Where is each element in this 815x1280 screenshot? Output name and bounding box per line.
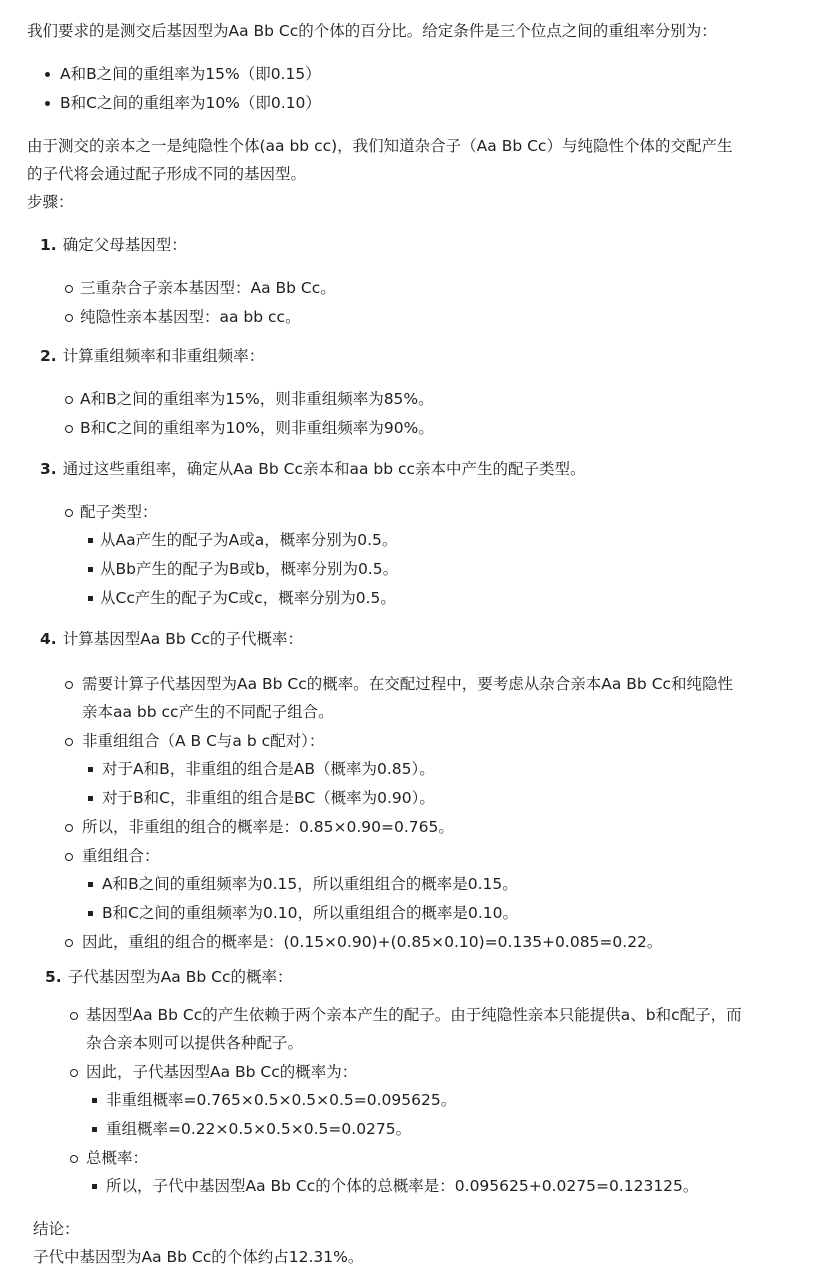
sub-list-item: 从Aa产生的配子为A或a，概率分别为0.5。 bbox=[100, 531, 398, 549]
step-number: 4. bbox=[40, 630, 57, 648]
square-bullet-icon bbox=[88, 882, 93, 887]
list-item: B和C之间的重组率为10%，则非重组频率为90%。 bbox=[80, 419, 434, 437]
circle-bullet-icon bbox=[65, 314, 73, 322]
sub-list-item: B和C之间的重组频率为0.10，所以重组组合的概率是0.10。 bbox=[102, 904, 518, 922]
square-bullet-icon bbox=[92, 1184, 97, 1189]
list-item: A和B之间的重组率为15%，则非重组频率为85%。 bbox=[80, 390, 434, 408]
list-item: 重组组合： bbox=[82, 847, 160, 865]
sub-list-item: 从Bb产生的配子为B或b，概率分别为0.5。 bbox=[100, 560, 399, 578]
circle-bullet-icon bbox=[65, 509, 73, 517]
square-bullet-icon bbox=[88, 538, 93, 543]
circle-bullet-icon bbox=[65, 285, 73, 293]
sub-list-item: A和B之间的重组频率为0.15，所以重组组合的概率是0.15。 bbox=[102, 875, 518, 893]
conclusion-text: 子代中基因型为Aa Bb Cc的个体约占12.31%。 bbox=[33, 1248, 364, 1266]
square-bullet-icon bbox=[88, 767, 93, 772]
conclusion-label: 结论： bbox=[33, 1220, 80, 1238]
list-item: 所以，非重组的组合的概率是：0.85×0.90=0.765。 bbox=[82, 818, 454, 836]
step-4-title bbox=[40, 630, 303, 649]
circle-bullet-icon bbox=[70, 1012, 78, 1020]
step-title-text: 计算基因型Aa Bb Cc的子代概率： bbox=[62, 630, 303, 648]
square-bullet-icon bbox=[92, 1127, 97, 1132]
sub-list-item: 非重组概率=0.765×0.5×0.5×0.5=0.095625。 bbox=[106, 1091, 457, 1109]
step-number: 2. bbox=[40, 347, 57, 365]
sub-list-item: 所以，子代中基因型Aa Bb Cc的个体的总概率是：0.095625+0.0275=0.123125。 bbox=[106, 1177, 699, 1195]
list-item: 纯隐性亲本基因型：aa bb cc。 bbox=[80, 308, 301, 326]
list-item: 基因型Aa Bb Cc的产生依赖于两个亲本产生的配子。由于纯隐性亲本只能提供a、b和c配子，而 bbox=[86, 1006, 742, 1024]
list-item: 需要计算子代基因型为Aa Bb Cc的概率。在交配过程中，要考虑从杂合亲本Aa Bb Cc和纯隐性 bbox=[82, 675, 734, 693]
step-title-text: 计算重组频率和非重组频率： bbox=[62, 347, 265, 365]
explanation-line: 的子代将会通过配子形成不同的基因型。 bbox=[27, 165, 307, 183]
step-2-title bbox=[40, 347, 264, 366]
sub-list-item: 对于A和B，非重组的组合是AB（概率为0.85）。 bbox=[102, 760, 435, 778]
circle-bullet-icon bbox=[65, 939, 73, 947]
explanation-line: 由于测交的亲本之一是纯隐性个体(aa bb cc)，我们知道杂合子（Aa Bb Cc）与纯隐性个体的交配产生 bbox=[27, 137, 733, 155]
step-title-text: 通过这些重组率，确定从Aa Bb Cc亲本和aa bb cc亲本中产生的配子类型。 bbox=[62, 460, 586, 478]
given-item: B和C之间的重组率为10%（即0.10） bbox=[60, 94, 321, 112]
given-item: A和B之间的重组率为15%（即0.15） bbox=[60, 65, 321, 83]
step-number: 1. bbox=[40, 236, 57, 254]
circle-bullet-icon bbox=[65, 396, 73, 404]
list-item: 总概率： bbox=[86, 1149, 149, 1167]
bullet-icon bbox=[45, 101, 50, 106]
step-title-text: 确定父母基因型： bbox=[62, 236, 187, 254]
circle-bullet-icon bbox=[65, 824, 73, 832]
steps-label: 步骤： bbox=[27, 193, 74, 211]
square-bullet-icon bbox=[88, 596, 93, 601]
list-item: 非重组组合（A B C与a b c配对）： bbox=[82, 732, 325, 750]
step-number: 3. bbox=[40, 460, 57, 478]
intro-text: 我们要求的是测交后基因型为Aa Bb Cc的个体的百分比。给定条件是三个位点之间的重组率分别为： bbox=[27, 22, 717, 40]
list-item: 配子类型： bbox=[80, 503, 158, 521]
step-title-text: 子代基因型为Aa Bb Cc的概率： bbox=[67, 968, 293, 986]
square-bullet-icon bbox=[88, 911, 93, 916]
sub-list-item: 从Cc产生的配子为C或c，概率分别为0.5。 bbox=[100, 589, 396, 607]
bullet-icon bbox=[45, 72, 50, 77]
list-item-continuation: 杂合亲本则可以提供各种配子。 bbox=[86, 1034, 304, 1052]
sub-list-item: 重组概率=0.22×0.5×0.5×0.5=0.0275。 bbox=[106, 1120, 412, 1138]
circle-bullet-icon bbox=[65, 425, 73, 433]
list-item: 因此，重组的组合的概率是：(0.15×0.90)+(0.85×0.10)=0.135+0.085=0.22。 bbox=[82, 933, 663, 951]
circle-bullet-icon bbox=[70, 1069, 78, 1077]
sub-list-item: 对于B和C，非重组的组合是BC（概率为0.90）。 bbox=[102, 789, 435, 807]
step-5-title bbox=[45, 968, 292, 987]
square-bullet-icon bbox=[88, 796, 93, 801]
square-bullet-icon bbox=[88, 567, 93, 572]
list-item: 因此，子代基因型Aa Bb Cc的概率为： bbox=[86, 1063, 358, 1081]
list-item-continuation: 亲本aa bb cc产生的不同配子组合。 bbox=[82, 703, 334, 721]
circle-bullet-icon bbox=[70, 1155, 78, 1163]
step-number: 5. bbox=[45, 968, 62, 986]
circle-bullet-icon bbox=[65, 853, 73, 861]
step-1-title bbox=[40, 236, 187, 255]
circle-bullet-icon bbox=[65, 738, 73, 746]
circle-bullet-icon bbox=[65, 681, 73, 689]
list-item: 三重杂合子亲本基因型：Aa Bb Cc。 bbox=[80, 279, 336, 297]
step-3-title bbox=[40, 460, 586, 479]
square-bullet-icon bbox=[92, 1098, 97, 1103]
